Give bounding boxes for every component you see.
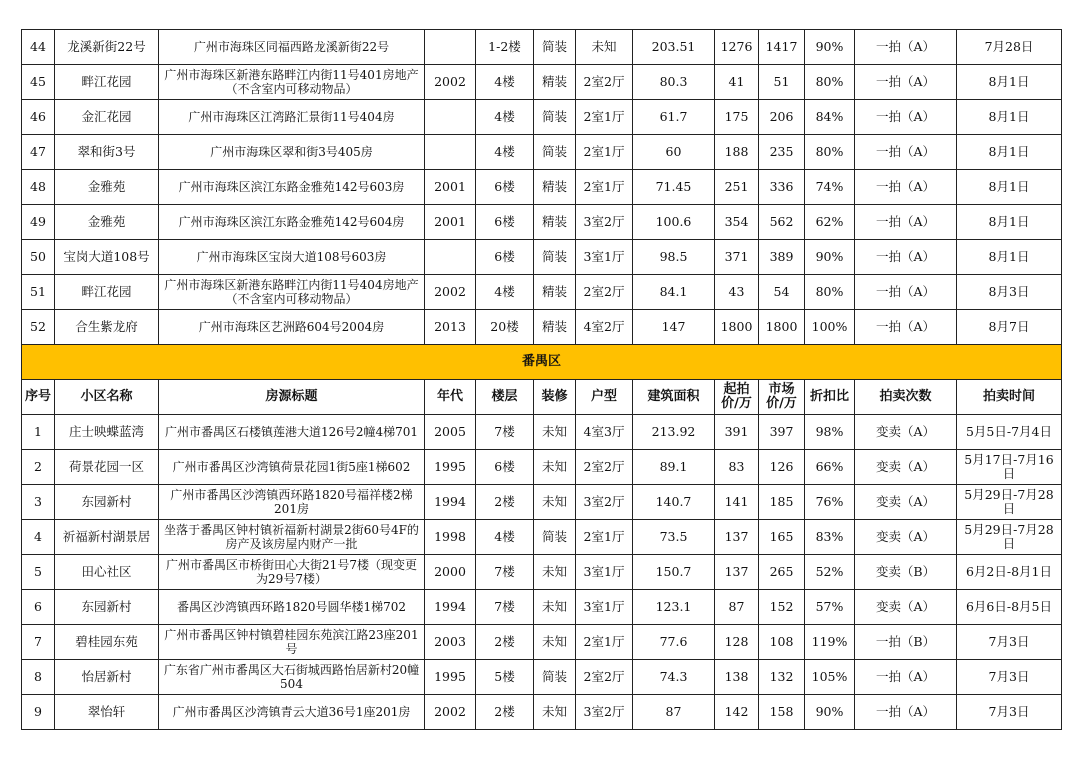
table-row <box>22 695 1062 730</box>
year-cell: 1994 <box>425 485 476 520</box>
decoration-cell: 简装 <box>534 30 576 65</box>
market-price-cell: 185 <box>759 485 805 520</box>
community-cell: 庄士映蝶蓝湾 <box>55 415 159 450</box>
market-price-cell: 235 <box>759 135 805 170</box>
auction-round-cell: 一拍（A） <box>855 660 957 695</box>
table-row <box>22 590 1062 625</box>
year-cell: 1995 <box>425 450 476 485</box>
start-price-cell: 138 <box>715 660 759 695</box>
listing-title-cell: 番禺区沙湾镇西环路1820号圆华楼1梯702 <box>159 590 425 625</box>
market-price-cell: 1800 <box>759 310 805 345</box>
listing-title-cell: 坐落于番禺区钟村镇祈福新村湖景2街60号4F的房产及该房屋内财产一批 <box>159 520 425 555</box>
start-price-cell: 175 <box>715 100 759 135</box>
year-cell: 2013 <box>425 310 476 345</box>
listing-title-cell: 广东省广州市番禺区大石街城西路怡居新村20幢504 <box>159 660 425 695</box>
auction-round-cell: 一拍（B） <box>855 625 957 660</box>
auction-round-cell: 变卖（A） <box>855 450 957 485</box>
listing-title-cell: 广州市番禺区沙湾镇荷景花园1街5座1梯602 <box>159 450 425 485</box>
auction-date-cell: 5月29日-7月28日 <box>957 485 1062 520</box>
area-cell: 140.7 <box>633 485 715 520</box>
year-cell: 2002 <box>425 695 476 730</box>
seq-cell: 45 <box>22 65 55 100</box>
area-cell: 100.6 <box>633 205 715 240</box>
seq-cell: 44 <box>22 30 55 65</box>
floor-cell: 6楼 <box>476 170 534 205</box>
seq-cell: 5 <box>22 555 55 590</box>
listing-title-cell: 广州市海珠区宝岗大道108号603房 <box>159 240 425 275</box>
discount-cell: 90% <box>805 30 855 65</box>
header-listing-title: 房源标题 <box>159 380 425 415</box>
header-auction-date: 拍卖时间 <box>957 380 1062 415</box>
community-cell: 宝岗大道108号 <box>55 240 159 275</box>
community-cell: 碧桂园东苑 <box>55 625 159 660</box>
header-year: 年代 <box>425 380 476 415</box>
community-cell: 龙溪新街22号 <box>55 30 159 65</box>
auction-date-cell: 8月1日 <box>957 65 1062 100</box>
floor-cell: 1-2楼 <box>476 30 534 65</box>
section-title: 番禺区 <box>22 345 1062 380</box>
table-row <box>22 450 1062 485</box>
floor-cell: 7楼 <box>476 590 534 625</box>
community-cell: 东园新村 <box>55 485 159 520</box>
pazhou-section <box>22 30 1062 345</box>
floor-cell: 5楼 <box>476 660 534 695</box>
start-price-cell: 128 <box>715 625 759 660</box>
auction-round-cell: 一拍（A） <box>855 135 957 170</box>
auction-round-cell: 一拍（A） <box>855 100 957 135</box>
auction-date-cell: 5月29日-7月28日 <box>957 520 1062 555</box>
market-price-cell: 132 <box>759 660 805 695</box>
floor-cell: 4楼 <box>476 520 534 555</box>
section-band <box>22 345 1062 380</box>
decoration-cell: 精装 <box>534 310 576 345</box>
layout-cell: 2室2厅 <box>576 275 633 310</box>
table-row <box>22 65 1062 100</box>
table-row <box>22 485 1062 520</box>
market-price-cell: 126 <box>759 450 805 485</box>
auction-date-cell: 5月17日-7月16日 <box>957 450 1062 485</box>
header-area: 建筑面积 <box>633 380 715 415</box>
seq-cell: 3 <box>22 485 55 520</box>
layout-cell: 2室1厅 <box>576 625 633 660</box>
floor-cell: 6楼 <box>476 205 534 240</box>
layout-cell: 3室2厅 <box>576 485 633 520</box>
decoration-cell: 精装 <box>534 205 576 240</box>
header-market-price: 市场价/万 <box>759 380 805 415</box>
seq-cell: 51 <box>22 275 55 310</box>
listing-table <box>21 29 1062 730</box>
header-row <box>22 380 1062 415</box>
auction-round-cell: 变卖（A） <box>855 590 957 625</box>
start-price-cell: 354 <box>715 205 759 240</box>
seq-cell: 2 <box>22 450 55 485</box>
market-price-cell: 158 <box>759 695 805 730</box>
seq-cell: 47 <box>22 135 55 170</box>
market-price-cell: 51 <box>759 65 805 100</box>
area-cell: 123.1 <box>633 590 715 625</box>
market-price-cell: 1417 <box>759 30 805 65</box>
layout-cell: 3室1厅 <box>576 240 633 275</box>
listing-title-cell: 广州市番禺区沙湾镇西环路1820号福祥楼2梯201房 <box>159 485 425 520</box>
auction-date-cell: 8月1日 <box>957 170 1062 205</box>
seq-cell: 9 <box>22 695 55 730</box>
auction-date-cell: 7月28日 <box>957 30 1062 65</box>
decoration-cell: 未知 <box>534 485 576 520</box>
listing-title-cell: 广州市海珠区江湾路汇景街11号404房 <box>159 100 425 135</box>
area-cell: 74.3 <box>633 660 715 695</box>
floor-cell: 4楼 <box>476 100 534 135</box>
listing-title-cell: 广州市海珠区艺洲路604号2004房 <box>159 310 425 345</box>
decoration-cell: 简装 <box>534 100 576 135</box>
layout-cell: 2室1厅 <box>576 135 633 170</box>
discount-cell: 98% <box>805 415 855 450</box>
floor-cell: 2楼 <box>476 625 534 660</box>
listing-title-cell: 广州市番禺区市桥街田心大街21号7楼（现变更为29号7楼） <box>159 555 425 590</box>
auction-round-cell: 一拍（A） <box>855 30 957 65</box>
floor-cell: 6楼 <box>476 450 534 485</box>
auction-round-cell: 一拍（A） <box>855 205 957 240</box>
market-price-cell: 265 <box>759 555 805 590</box>
market-price-cell: 336 <box>759 170 805 205</box>
layout-cell: 2室2厅 <box>576 65 633 100</box>
start-price-cell: 371 <box>715 240 759 275</box>
header-seq: 序号 <box>22 380 55 415</box>
decoration-cell: 未知 <box>534 590 576 625</box>
start-price-cell: 251 <box>715 170 759 205</box>
seq-cell: 1 <box>22 415 55 450</box>
market-price-cell: 389 <box>759 240 805 275</box>
auction-round-cell: 一拍（A） <box>855 275 957 310</box>
area-cell: 150.7 <box>633 555 715 590</box>
year-cell: 2003 <box>425 625 476 660</box>
year-cell: 2001 <box>425 170 476 205</box>
auction-date-cell: 7月3日 <box>957 695 1062 730</box>
auction-round-cell: 变卖（A） <box>855 415 957 450</box>
start-price-cell: 1276 <box>715 30 759 65</box>
discount-cell: 119% <box>805 625 855 660</box>
seq-cell: 6 <box>22 590 55 625</box>
market-price-cell: 54 <box>759 275 805 310</box>
market-price-cell: 206 <box>759 100 805 135</box>
table-row <box>22 205 1062 240</box>
auction-date-cell: 8月1日 <box>957 205 1062 240</box>
floor-cell: 2楼 <box>476 485 534 520</box>
floor-cell: 2楼 <box>476 695 534 730</box>
discount-cell: 90% <box>805 695 855 730</box>
start-price-cell: 43 <box>715 275 759 310</box>
header-layout: 户型 <box>576 380 633 415</box>
discount-cell: 100% <box>805 310 855 345</box>
decoration-cell: 未知 <box>534 695 576 730</box>
discount-cell: 105% <box>805 660 855 695</box>
year-cell: 2000 <box>425 555 476 590</box>
year-cell <box>425 100 476 135</box>
seq-cell: 49 <box>22 205 55 240</box>
auction-date-cell: 8月1日 <box>957 100 1062 135</box>
area-cell: 87 <box>633 695 715 730</box>
auction-round-cell: 一拍（A） <box>855 170 957 205</box>
decoration-cell: 精装 <box>534 65 576 100</box>
decoration-cell: 精装 <box>534 275 576 310</box>
auction-round-cell: 一拍（A） <box>855 240 957 275</box>
layout-cell: 2室1厅 <box>576 100 633 135</box>
decoration-cell: 未知 <box>534 625 576 660</box>
year-cell: 2002 <box>425 65 476 100</box>
decoration-cell: 未知 <box>534 415 576 450</box>
seq-cell: 4 <box>22 520 55 555</box>
community-cell: 祈福新村湖景居 <box>55 520 159 555</box>
discount-cell: 83% <box>805 520 855 555</box>
header-discount: 折扣比 <box>805 380 855 415</box>
auction-date-cell: 6月2日-8月1日 <box>957 555 1062 590</box>
table-row <box>22 555 1062 590</box>
year-cell <box>425 30 476 65</box>
start-price-cell: 188 <box>715 135 759 170</box>
community-cell: 田心社区 <box>55 555 159 590</box>
auction-round-cell: 变卖（A） <box>855 485 957 520</box>
discount-cell: 57% <box>805 590 855 625</box>
start-price-cell: 1800 <box>715 310 759 345</box>
area-cell: 61.7 <box>633 100 715 135</box>
layout-cell: 3室1厅 <box>576 590 633 625</box>
layout-cell: 2室1厅 <box>576 520 633 555</box>
year-cell <box>425 135 476 170</box>
auction-date-cell: 8月7日 <box>957 310 1062 345</box>
market-price-cell: 108 <box>759 625 805 660</box>
area-cell: 203.51 <box>633 30 715 65</box>
year-cell: 2002 <box>425 275 476 310</box>
layout-cell: 2室2厅 <box>576 450 633 485</box>
year-cell: 2005 <box>425 415 476 450</box>
market-price-cell: 165 <box>759 520 805 555</box>
area-cell: 89.1 <box>633 450 715 485</box>
start-price-cell: 87 <box>715 590 759 625</box>
floor-cell: 4楼 <box>476 135 534 170</box>
start-price-cell: 137 <box>715 520 759 555</box>
table-row <box>22 275 1062 310</box>
listing-title-cell: 广州市海珠区新港东路畔江内街11号404房地产（不含室内可移动物品） <box>159 275 425 310</box>
discount-cell: 74% <box>805 170 855 205</box>
area-cell: 213.92 <box>633 415 715 450</box>
area-cell: 77.6 <box>633 625 715 660</box>
community-cell: 金汇花园 <box>55 100 159 135</box>
year-cell: 1995 <box>425 660 476 695</box>
table-row <box>22 310 1062 345</box>
community-cell: 东园新村 <box>55 590 159 625</box>
table-row <box>22 660 1062 695</box>
start-price-cell: 83 <box>715 450 759 485</box>
seq-cell: 48 <box>22 170 55 205</box>
market-price-cell: 562 <box>759 205 805 240</box>
auction-date-cell: 8月1日 <box>957 240 1062 275</box>
auction-date-cell: 8月1日 <box>957 135 1062 170</box>
seq-cell: 50 <box>22 240 55 275</box>
area-cell: 80.3 <box>633 65 715 100</box>
community-cell: 合生紫龙府 <box>55 310 159 345</box>
listing-title-cell: 广州市海珠区新港东路畔江内街11号401房地产（不含室内可移动物品） <box>159 65 425 100</box>
listing-title-cell: 广州市海珠区翠和街3号405房 <box>159 135 425 170</box>
listing-title-cell: 广州市海珠区同福西路龙溪新街22号 <box>159 30 425 65</box>
table-row <box>22 625 1062 660</box>
table-row <box>22 100 1062 135</box>
community-cell: 畔江花园 <box>55 65 159 100</box>
area-cell: 84.1 <box>633 275 715 310</box>
discount-cell: 80% <box>805 135 855 170</box>
year-cell: 2001 <box>425 205 476 240</box>
area-cell: 71.45 <box>633 170 715 205</box>
area-cell: 98.5 <box>633 240 715 275</box>
area-cell: 147 <box>633 310 715 345</box>
auction-round-cell: 变卖（A） <box>855 520 957 555</box>
seq-cell: 52 <box>22 310 55 345</box>
community-cell: 怡居新村 <box>55 660 159 695</box>
year-cell <box>425 240 476 275</box>
table-row <box>22 30 1062 65</box>
floor-cell: 4楼 <box>476 275 534 310</box>
seq-cell: 8 <box>22 660 55 695</box>
listing-title-cell: 广州市番禺区石楼镇莲港大道126号2幢4梯701 <box>159 415 425 450</box>
floor-cell: 7楼 <box>476 415 534 450</box>
floor-cell: 4楼 <box>476 65 534 100</box>
auction-round-cell: 一拍（A） <box>855 695 957 730</box>
header-floor: 楼层 <box>476 380 534 415</box>
layout-cell: 4室2厅 <box>576 310 633 345</box>
header-start-price: 起拍价/万 <box>715 380 759 415</box>
decoration-cell: 简装 <box>534 660 576 695</box>
listing-title-cell: 广州市海珠区滨江东路金雅苑142号604房 <box>159 205 425 240</box>
discount-cell: 76% <box>805 485 855 520</box>
layout-cell: 未知 <box>576 30 633 65</box>
layout-cell: 3室2厅 <box>576 205 633 240</box>
layout-cell: 4室3厅 <box>576 415 633 450</box>
decoration-cell: 简装 <box>534 520 576 555</box>
start-price-cell: 391 <box>715 415 759 450</box>
listing-title-cell: 广州市番禺区钟村镇碧桂园东苑滨江路23座201 号 <box>159 625 425 660</box>
discount-cell: 66% <box>805 450 855 485</box>
decoration-cell: 简装 <box>534 135 576 170</box>
community-cell: 金雅苑 <box>55 205 159 240</box>
auction-date-cell: 6月6日-8月5日 <box>957 590 1062 625</box>
decoration-cell: 未知 <box>534 555 576 590</box>
listing-title-cell: 广州市海珠区滨江东路金雅苑142号603房 <box>159 170 425 205</box>
floor-cell: 20楼 <box>476 310 534 345</box>
header-decoration: 装修 <box>534 380 576 415</box>
table-row <box>22 415 1062 450</box>
decoration-cell: 未知 <box>534 450 576 485</box>
discount-cell: 90% <box>805 240 855 275</box>
discount-cell: 80% <box>805 65 855 100</box>
auction-date-cell: 5月5日-7月4日 <box>957 415 1062 450</box>
discount-cell: 52% <box>805 555 855 590</box>
area-cell: 60 <box>633 135 715 170</box>
area-cell: 73.5 <box>633 520 715 555</box>
discount-cell: 62% <box>805 205 855 240</box>
panyu-section <box>22 415 1062 730</box>
auction-round-cell: 一拍（A） <box>855 65 957 100</box>
start-price-cell: 142 <box>715 695 759 730</box>
community-cell: 翠怡轩 <box>55 695 159 730</box>
year-cell: 1994 <box>425 590 476 625</box>
year-cell: 1998 <box>425 520 476 555</box>
table-row <box>22 135 1062 170</box>
start-price-cell: 41 <box>715 65 759 100</box>
layout-cell: 2室1厅 <box>576 170 633 205</box>
market-price-cell: 152 <box>759 590 805 625</box>
seq-cell: 7 <box>22 625 55 660</box>
market-price-cell: 397 <box>759 415 805 450</box>
auction-round-cell: 一拍（A） <box>855 310 957 345</box>
floor-cell: 6楼 <box>476 240 534 275</box>
seq-cell: 46 <box>22 100 55 135</box>
decoration-cell: 精装 <box>534 170 576 205</box>
floor-cell: 7楼 <box>476 555 534 590</box>
listing-title-cell: 广州市番禺区沙湾镇青云大道36号1座201房 <box>159 695 425 730</box>
header-auction-round: 拍卖次数 <box>855 380 957 415</box>
auction-date-cell: 8月3日 <box>957 275 1062 310</box>
layout-cell: 3室1厅 <box>576 555 633 590</box>
community-cell: 金雅苑 <box>55 170 159 205</box>
layout-cell: 3室2厅 <box>576 695 633 730</box>
decoration-cell: 简装 <box>534 240 576 275</box>
start-price-cell: 141 <box>715 485 759 520</box>
community-cell: 荷景花园一区 <box>55 450 159 485</box>
auction-date-cell: 7月3日 <box>957 625 1062 660</box>
discount-cell: 84% <box>805 100 855 135</box>
header-community: 小区名称 <box>55 380 159 415</box>
table-row <box>22 240 1062 275</box>
auction-date-cell: 7月3日 <box>957 660 1062 695</box>
community-cell: 畔江花园 <box>55 275 159 310</box>
discount-cell: 80% <box>805 275 855 310</box>
layout-cell: 2室2厅 <box>576 660 633 695</box>
community-cell: 翠和街3号 <box>55 135 159 170</box>
start-price-cell: 137 <box>715 555 759 590</box>
table-row <box>22 170 1062 205</box>
auction-round-cell: 变卖（B） <box>855 555 957 590</box>
table-row <box>22 520 1062 555</box>
